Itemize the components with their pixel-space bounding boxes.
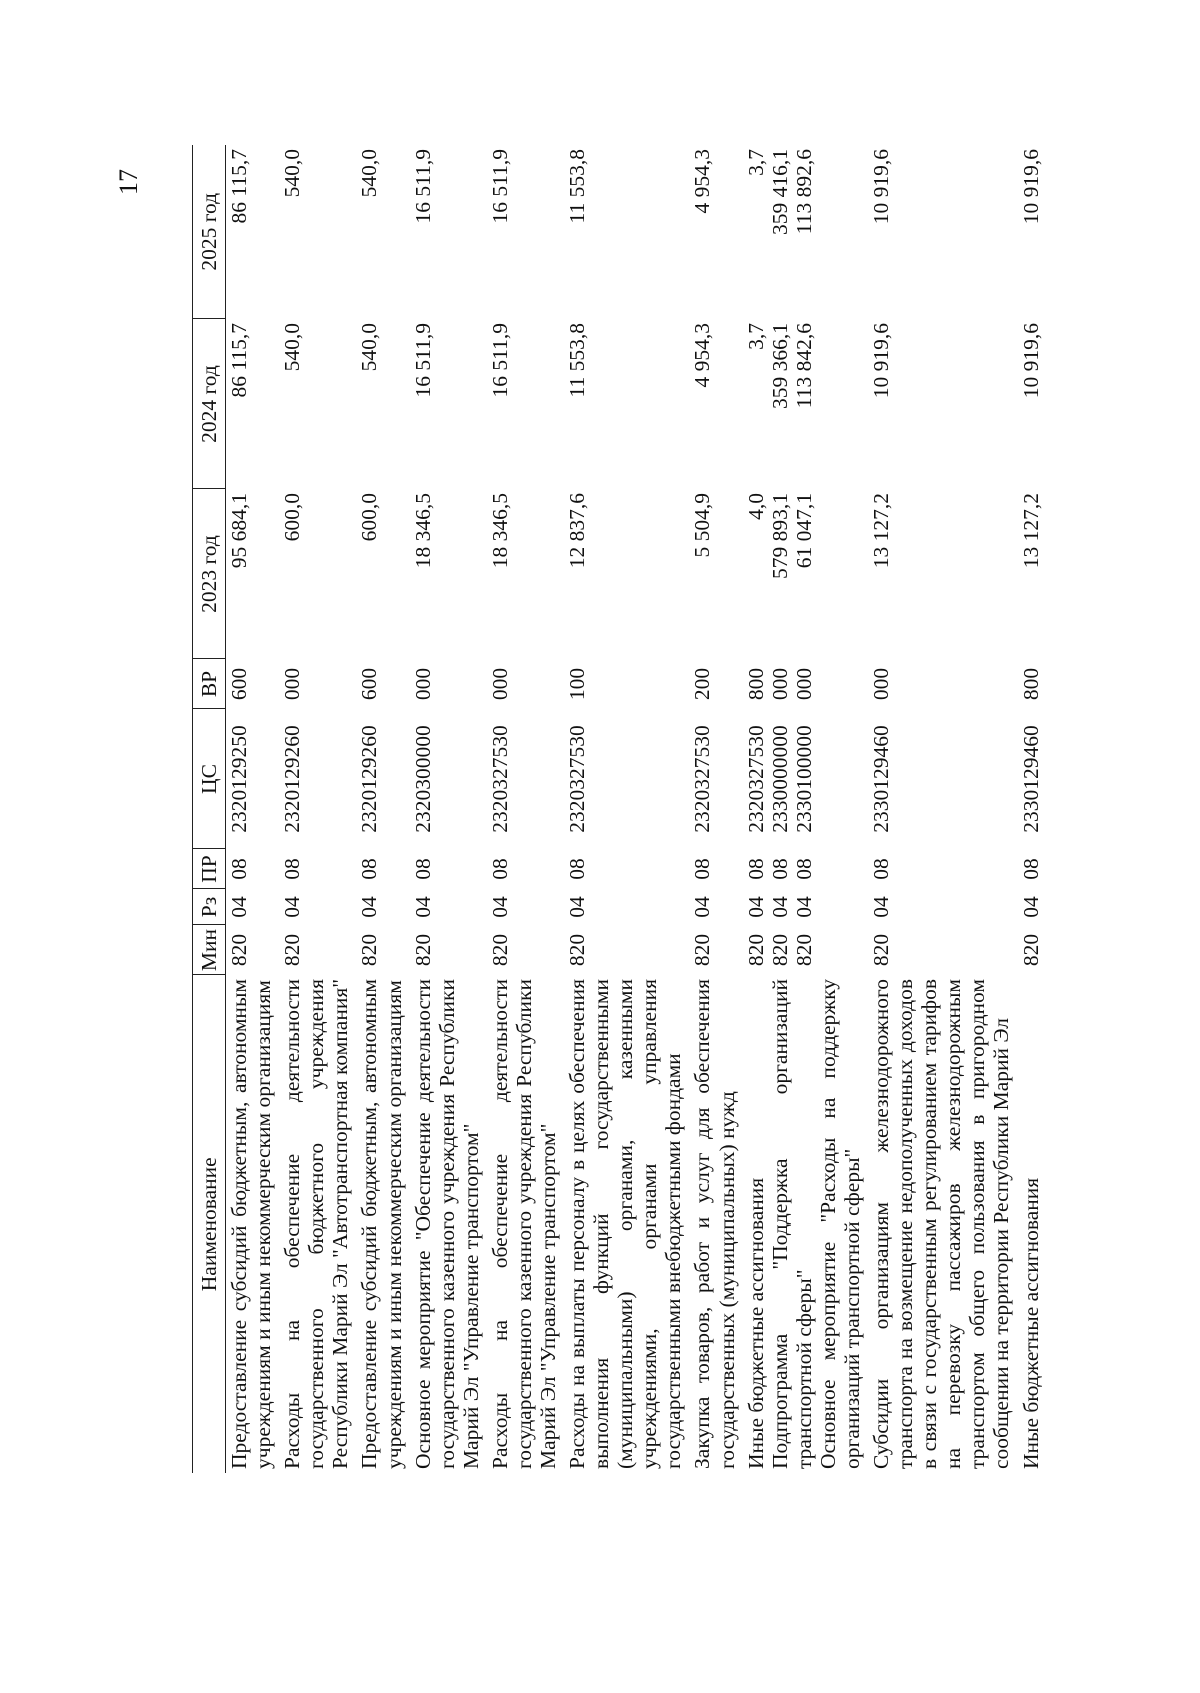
- row-2025: 540,0: [357, 149, 382, 198]
- row-pr: 08: [690, 858, 715, 880]
- table-row: [689, 145, 742, 1473]
- row-2025: 10 919,6: [1018, 149, 1043, 225]
- row-name: Расходы на обеспечение деятельности государственного казенного учреждения Республики Марий Эл "Управление транспортом": [487, 979, 561, 1469]
- row-2023-line: 4,0: [743, 493, 768, 520]
- row-min: 820: [357, 933, 382, 967]
- row-pr: 08: [565, 858, 590, 880]
- row-min-line: 820: [791, 933, 816, 967]
- row-2023: [743, 489, 868, 659]
- rotated-page: [114, 149, 1092, 1473]
- row-2023: 18 346,5: [410, 493, 435, 569]
- row-pr: 08: [227, 858, 252, 880]
- row-name: Иные бюджетные ассигнования: [1018, 1177, 1043, 1469]
- row-2023: 600,0: [280, 493, 305, 542]
- row-pr: [743, 849, 868, 889]
- page-number: 17: [114, 169, 143, 195]
- row-min-line: 820: [767, 933, 792, 967]
- row-vr: [743, 659, 868, 709]
- row-2025-line: 3,7: [743, 149, 768, 176]
- table-header-row: [193, 145, 226, 1473]
- row-2025: 16 511,9: [487, 149, 512, 224]
- table-row: [1018, 145, 1047, 1473]
- row-min: [743, 925, 868, 975]
- row-rz: [743, 889, 868, 925]
- row-vr: 800: [1018, 667, 1043, 701]
- row-vr: 000: [869, 667, 894, 701]
- table-row: [410, 145, 487, 1473]
- header-2024: 2024 год: [193, 319, 226, 489]
- row-2025: 540,0: [280, 149, 305, 198]
- row-pr: 08: [1018, 858, 1043, 880]
- table-row: [226, 145, 280, 1473]
- row-name: Основное мероприятие "Обеспечение деятельности государственного казенного учреждения Республики Марий Эл "Управление транспортом": [410, 979, 483, 1469]
- row-2024: 4 954,3: [690, 323, 715, 388]
- row-pr-line: 08: [767, 858, 792, 880]
- row-2024: 10 919,6: [1018, 323, 1043, 399]
- row-2024: 16 511,9: [410, 323, 435, 398]
- row-pr: 08: [357, 858, 382, 880]
- row-rz: 04: [690, 896, 715, 918]
- table-row: [564, 145, 689, 1473]
- row-cs: 2330129460: [1018, 725, 1043, 833]
- row-vr: 600: [227, 667, 252, 701]
- header-cs: ЦС: [193, 709, 226, 849]
- row-2023: 5 504,9: [690, 493, 715, 558]
- row-2025: 16 511,9: [410, 149, 435, 224]
- row-cs: 2320129260: [280, 725, 305, 833]
- row-vr: 100: [565, 667, 590, 701]
- row-name: Предоставление субсидий бюджетным, автономным учреждениям и иным некоммерческим организациям: [227, 979, 276, 1469]
- row-min: 820: [487, 933, 512, 967]
- row-pr: 08: [487, 858, 512, 880]
- row-vr: 200: [690, 667, 715, 701]
- row-2025-line: 359 416,1: [767, 149, 792, 235]
- row-pr-line: 08: [743, 858, 768, 880]
- row-2025: [743, 145, 868, 319]
- row-vr-line: 000: [767, 667, 792, 701]
- row-2023-line: 579 893,1: [767, 493, 792, 579]
- row-cs: 2320300000: [410, 725, 435, 833]
- row-cs: 2320129260: [357, 725, 382, 833]
- row-2023: 13 127,2: [1018, 493, 1043, 569]
- row-2024: [743, 319, 868, 489]
- row-2024: 10 919,6: [869, 323, 894, 399]
- row-min: 820: [410, 933, 435, 967]
- row-rz-line: 04: [767, 896, 792, 918]
- row-vr: 000: [280, 667, 305, 701]
- row-rz: 04: [565, 896, 590, 918]
- row-2025: 86 115,7: [227, 149, 252, 224]
- row-2023: 18 346,5: [487, 493, 512, 569]
- row-vr-line: 000: [791, 667, 816, 701]
- row-2023: 13 127,2: [869, 493, 894, 569]
- row-min: 820: [869, 933, 894, 967]
- row-min-line: 820: [743, 933, 768, 967]
- row-2024: 540,0: [280, 323, 305, 372]
- row-cs: 2320327530: [690, 725, 715, 833]
- table-row: [279, 145, 356, 1473]
- row-vr: 600: [357, 667, 382, 701]
- row-2025: 10 919,6: [869, 149, 894, 225]
- row-cs: 2320129250: [227, 725, 252, 833]
- row-2025-line: 113 892,6: [791, 149, 816, 235]
- row-min: 820: [1018, 933, 1043, 967]
- row-2025: 4 954,3: [690, 149, 715, 214]
- row-cs-line: 2330000000: [767, 725, 792, 833]
- header-name: Наименование: [193, 975, 226, 1473]
- row-pr: 08: [869, 858, 894, 880]
- header-2025: 2025 год: [193, 145, 226, 319]
- row-2023: 600,0: [357, 493, 382, 542]
- row-rz: 04: [487, 896, 512, 918]
- row-cs-line: 2330100000: [791, 725, 816, 833]
- row-2024-line: 113 842,6: [791, 323, 816, 409]
- row-2024-line: 3,7: [743, 323, 768, 350]
- table-row: [356, 145, 409, 1473]
- header-2023: 2023 год: [193, 489, 226, 659]
- row-name-line: Основное мероприятие "Расходы на поддержку организаций транспортной сферы": [815, 979, 864, 1469]
- row-rz-line: 04: [743, 896, 768, 918]
- row-pr: 08: [280, 858, 305, 880]
- row-cs: 2320327530: [565, 725, 590, 833]
- row-min: 820: [565, 933, 590, 967]
- row-rz-line: 04: [791, 896, 816, 918]
- row-2024: 11 553,8: [565, 323, 590, 398]
- row-name: Расходы на обеспечение деятельности государственного бюджетного учреждения Республики Марий Эл "Автотранспортная компания": [280, 979, 353, 1469]
- row-name: Закупка товаров, работ и услуг для обеспечения государственных (муниципальных) нужд: [690, 979, 739, 1469]
- row-min: 820: [280, 933, 305, 967]
- table-row: [743, 145, 868, 1473]
- row-cs-line: 2320327530: [743, 725, 768, 833]
- budget-table: [192, 145, 1047, 1473]
- row-2024: 540,0: [357, 323, 382, 372]
- row-rz: 04: [357, 896, 382, 918]
- row-rz: 04: [280, 896, 305, 918]
- row-2024: 16 511,9: [487, 323, 512, 398]
- row-vr: 000: [410, 667, 435, 701]
- header-min: Мин: [193, 925, 226, 975]
- row-min: 820: [227, 933, 252, 967]
- row-name: Расходы на выплаты персоналу в целях обеспечения выполнения функций государственными (муниципальными) органами, казенными учреждениями, органами управления государственными внебюджетными фондами: [565, 979, 686, 1469]
- row-vr: 000: [487, 667, 512, 701]
- row-cs: [743, 709, 868, 849]
- row-2025: 11 553,8: [565, 149, 590, 224]
- row-2024: 86 115,7: [227, 323, 252, 398]
- row-rz: 04: [227, 896, 252, 918]
- row-vr-line: 800: [743, 667, 768, 701]
- row-name: [743, 975, 868, 1473]
- row-rz: 04: [1018, 896, 1043, 918]
- row-2023: 12 837,6: [565, 493, 590, 569]
- header-vr: ВР: [193, 659, 226, 709]
- row-2024-line: 359 366,1: [767, 323, 792, 409]
- row-pr: 08: [410, 858, 435, 880]
- table-row: [487, 145, 564, 1473]
- row-cs: 2330129460: [869, 725, 894, 833]
- row-2023-line: 61 047,1: [791, 493, 816, 569]
- row-2023: 95 684,1: [227, 493, 252, 569]
- row-pr-line: 08: [791, 858, 816, 880]
- header-rz: Рз: [193, 889, 226, 925]
- row-name: Предоставление субсидий бюджетным, автономным учреждениям и иным некоммерческим организациям: [357, 979, 406, 1469]
- row-name-line: Подпрограмма "Поддержка организаций транспортной сферы": [767, 979, 816, 1469]
- row-rz: 04: [410, 896, 435, 918]
- row-name: Субсидии организациям железнодорожного транспорта на возмещение недополученных доходов в связи с государственным регулированием тарифов на перевозку пассажиров железнодорожным транспортом общего пользования в пригородном сообщении на территории Республики Марий Эл: [869, 979, 1014, 1469]
- row-rz: 04: [869, 896, 894, 918]
- row-name-line: Иные бюджетные ассигнования: [743, 1177, 768, 1469]
- row-cs: 2320327530: [487, 725, 512, 833]
- header-pr: ПР: [193, 849, 226, 889]
- row-min: 820: [690, 933, 715, 967]
- table-row: [868, 145, 1017, 1473]
